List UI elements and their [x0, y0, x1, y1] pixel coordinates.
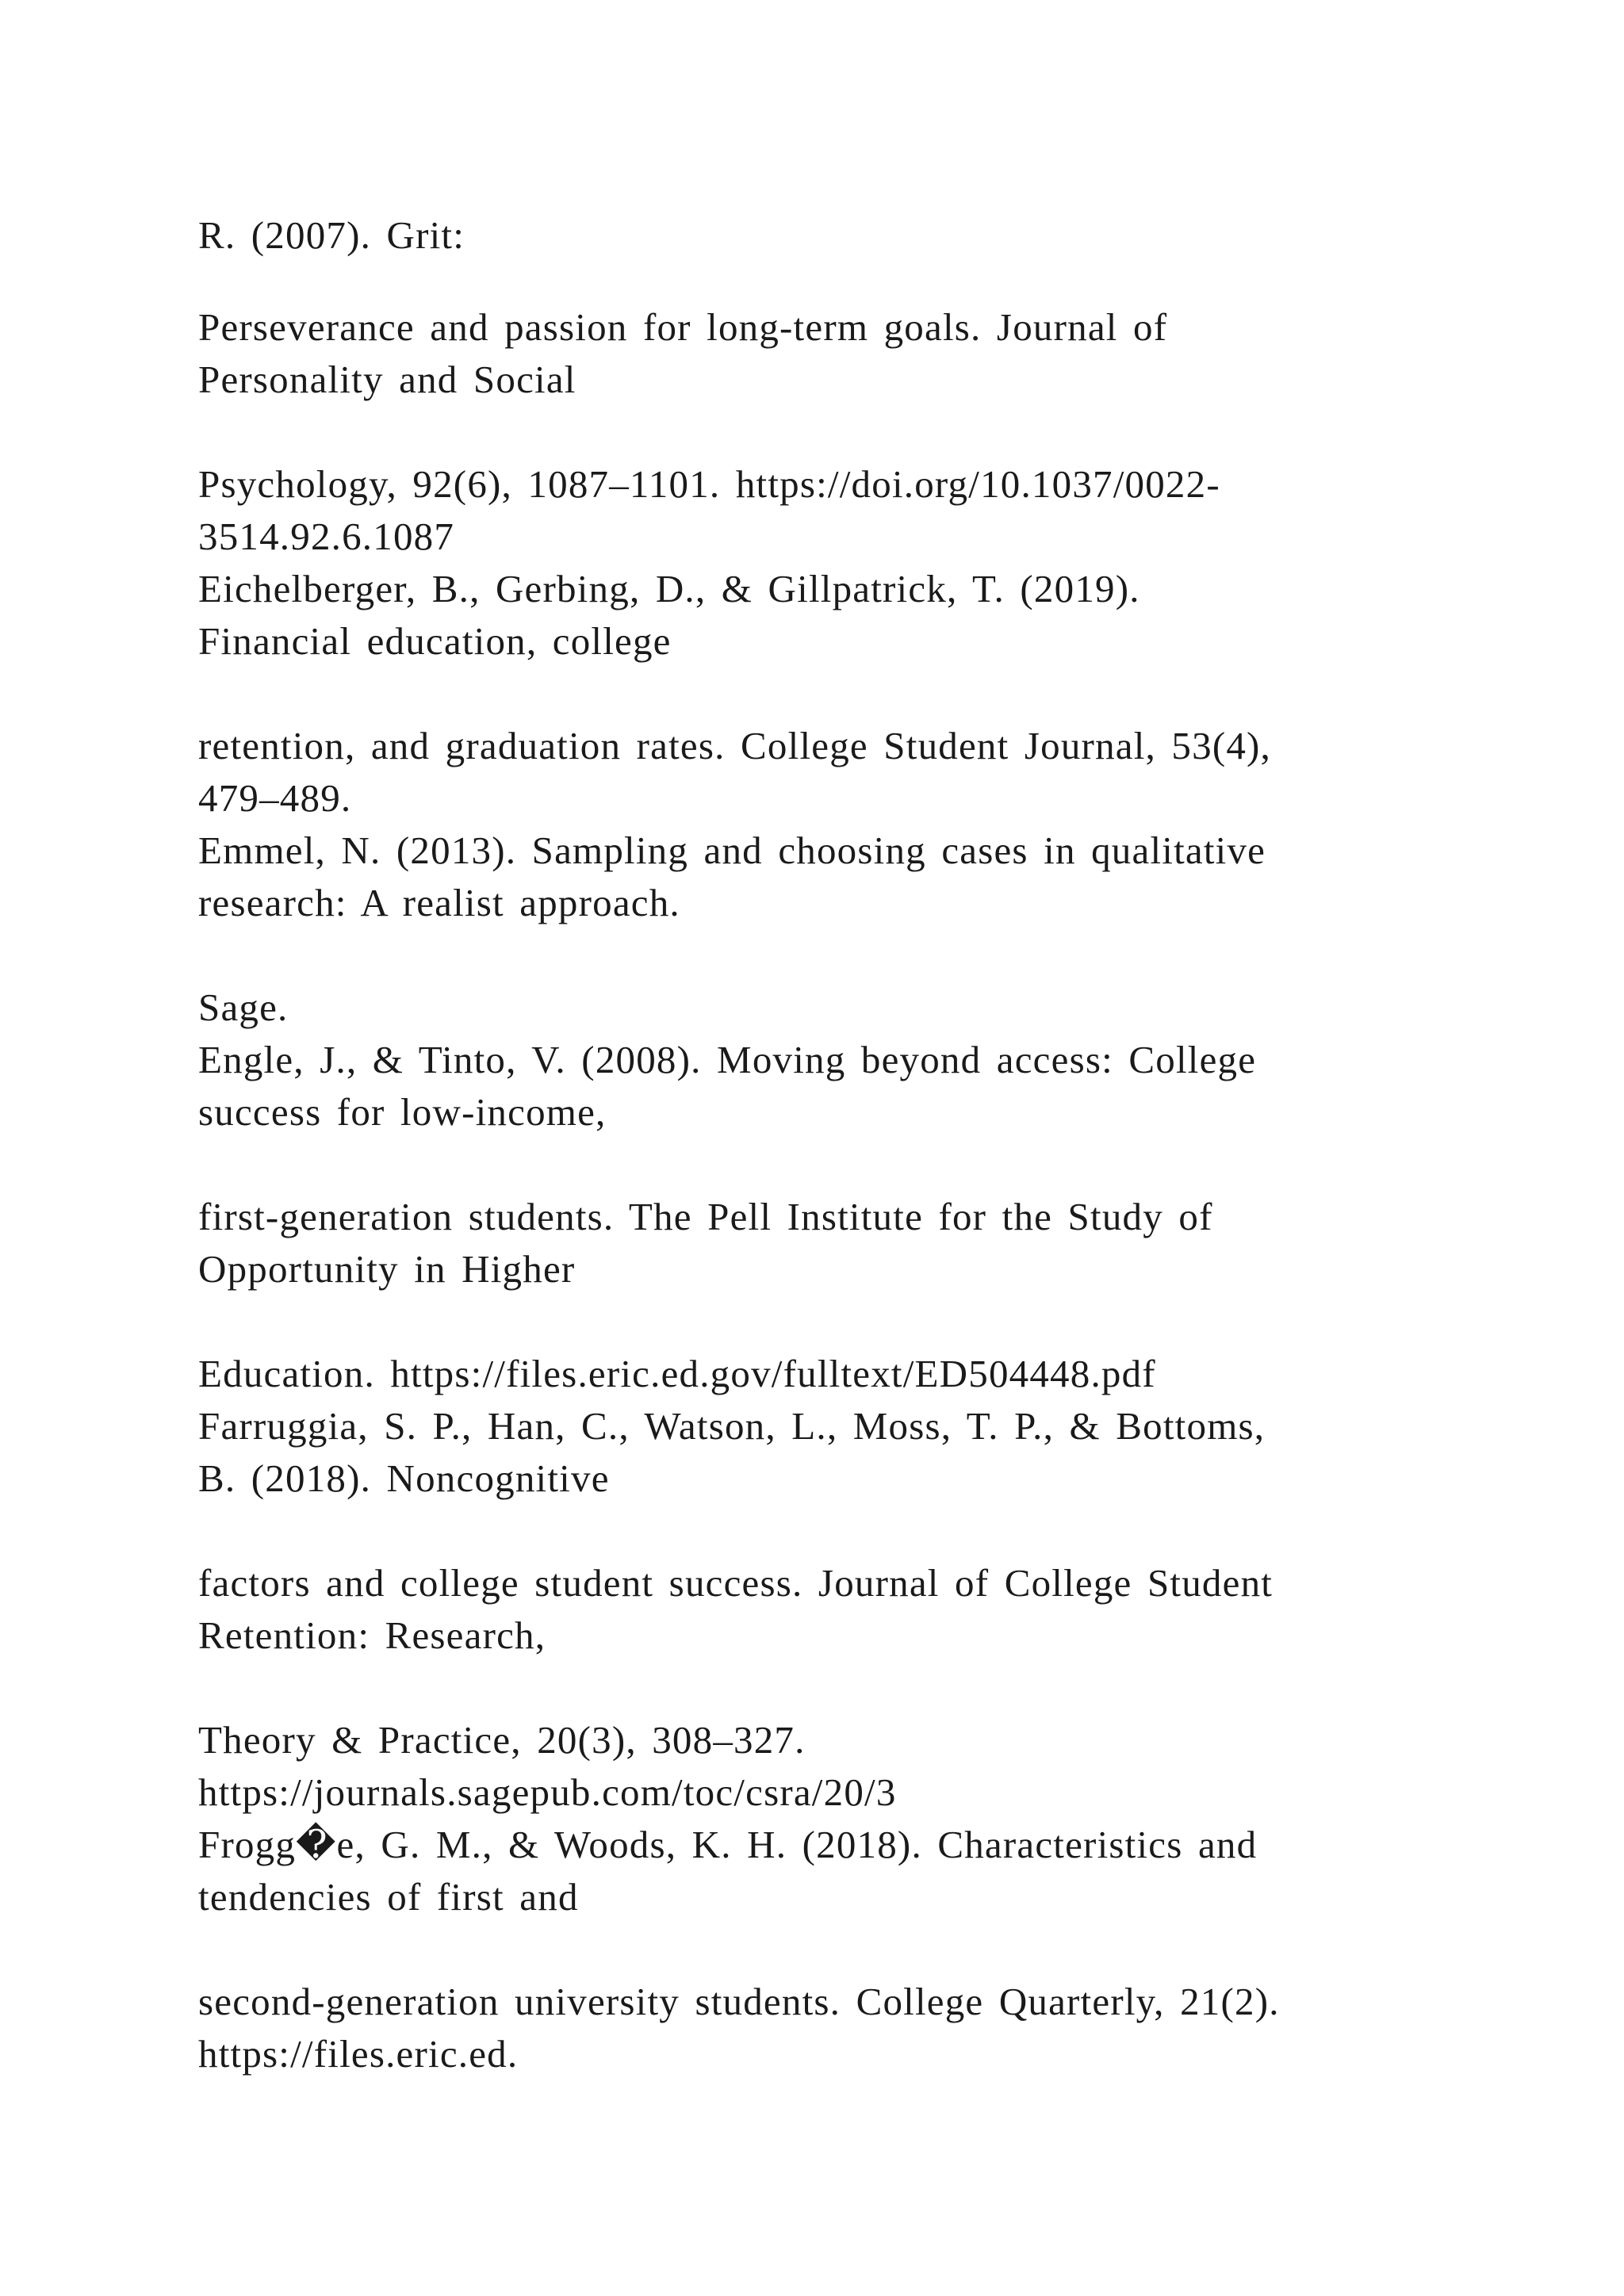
text-line: Education. https://files.eric.ed.gov/fulltext/ED504448.pdf [198, 1352, 1156, 1395]
text-line: first-generation students. The Pell Institute for the Study of [198, 1195, 1213, 1238]
text-line: Engle, J., & Tinto, V. (2008). Moving beyond access: College [198, 1038, 1257, 1081]
text-line: retention, and graduation rates. College Student Journal, 53(4), [198, 724, 1272, 767]
text-line: factors and college student success. Journal of College Student [198, 1561, 1274, 1605]
text-line: https://journals.sagepub.com/toc/csra/20/3 [198, 1770, 897, 1814]
text-line: Eichelberger, B., Gerbing, D., & Gillpatrick, T. (2019). [198, 567, 1140, 610]
text-line: 479–489. [198, 776, 352, 820]
text-line: https://files.eric.ed. [198, 2032, 519, 2076]
text-line: Perseverance and passion for long-term goals. Journal of [198, 305, 1168, 349]
text-line: 3514.92.6.1087 [198, 515, 455, 558]
text-line: B. (2018). Noncognitive [198, 1456, 610, 1500]
text-line: R. (2007). Grit: [198, 213, 465, 257]
text-line: tendencies of first and [198, 1875, 579, 1919]
text-line: Emmel, N. (2013). Sampling and choosing cases in qualitative [198, 828, 1266, 872]
text-line: Personality and Social [198, 358, 576, 401]
text-line: Theory & Practice, 20(3), 308–327. [198, 1718, 806, 1762]
text-line: Opportunity in Higher [198, 1247, 576, 1291]
text-line: Financial education, college [198, 619, 672, 663]
text-line: research: A realist approach. [198, 881, 680, 924]
text-line: second-generation university students. College Quarterly, 21(2). [198, 1980, 1280, 2023]
text-line: Retention: Research, [198, 1613, 546, 1657]
text-line: success for low-income, [198, 1090, 607, 1134]
text-line: Frogg�e, G. M., & Woods, K. H. (2018). Characteristics and [198, 1823, 1258, 1866]
text-line: Sage. [198, 985, 289, 1029]
text-line: Psychology, 92(6), 1087–1101. https://doi.org/10.1037/0022- [198, 462, 1220, 506]
text-line: Farruggia, S. P., Han, C., Watson, L., Moss, T. P., & Bottoms, [198, 1404, 1266, 1448]
